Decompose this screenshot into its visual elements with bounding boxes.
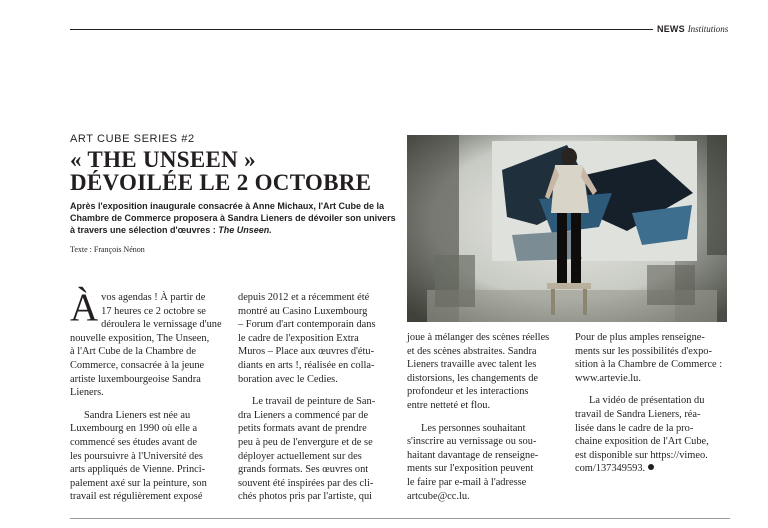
col3-paragraph-2 [407, 422, 564, 504]
text-line: montré au Casino Luxembourg [238, 305, 368, 317]
dropcap-letter: À [70, 286, 99, 329]
col3-paragraph-1 [407, 331, 564, 413]
headline-line-1: « THE UNSEEN » [70, 147, 256, 172]
col1-paragraph-1 [70, 286, 227, 400]
col4-paragraph-1 [575, 331, 731, 385]
artist-leg-2 [571, 213, 581, 283]
text-line: distorsions, les changements de [407, 372, 539, 384]
text-line: déroulera le vernissage d'une [101, 319, 222, 331]
column-2 [238, 291, 396, 504]
text-line: Commerce, consacrée à la jeune [70, 359, 205, 371]
text-line: nouvelle exposition, The Unseen, [70, 332, 210, 344]
text-line: lisée dans le cadre de la pro- [575, 422, 694, 434]
article-headline [70, 148, 371, 194]
text-line: www.artevie.lu. [575, 372, 641, 384]
text-line: diants en arts !, réalisée en colla- [238, 359, 375, 371]
text-line: dra Lieners a commencé par de [238, 409, 369, 421]
column-1 [70, 286, 227, 504]
text-line: travail est régulièrement exposé [70, 491, 203, 503]
stool-seat [547, 283, 591, 289]
article-byline: Texte : François Nénon [70, 245, 145, 254]
text-line: peu à peu de l'envergure et de se [238, 436, 373, 448]
text-line: – Forum d'art contemporain dans [238, 319, 376, 331]
text-line: entre netteté et flou. [407, 399, 491, 411]
stool-leg [551, 289, 555, 315]
text-line: palement axé sur la peinture, son [70, 477, 207, 489]
photo-table [647, 265, 695, 305]
text-line: Sandra Lieners est née au [84, 409, 191, 421]
text-line: Pour de plus amples renseigne- [575, 332, 705, 343]
text-line: artcube@cc.lu. [407, 490, 470, 502]
subsection-name: Institutions [687, 24, 729, 34]
footer-rule [70, 518, 730, 519]
text-line: Le travail de peinture de San- [252, 396, 376, 408]
text-line: vos agendas ! À partir de [101, 292, 206, 303]
section-name: NEWS [657, 24, 685, 34]
text-line: Luxembourg en 1990 où elle a [70, 423, 198, 435]
text-line-content: com/137349593. [575, 463, 646, 475]
col4-paragraph-2 [575, 394, 731, 476]
text-line [575, 462, 731, 476]
text-line: Muros – Place aux œuvres d'étu- [238, 346, 375, 358]
article-lede [70, 200, 400, 236]
header-rule [70, 29, 653, 30]
text-line: s'inscrire au vernissage ou sou- [407, 436, 537, 448]
text-line: haitant davantage de renseigne- [407, 449, 539, 461]
text-line: grands formats. Ses œuvres ont [238, 464, 369, 476]
text-line: le cadre de l'exposition Extra [238, 332, 359, 344]
text-line: le faire par e-mail à l'adresse [407, 476, 527, 488]
text-line: sition à la Chambre de Commerce : [575, 359, 723, 371]
column-3 [407, 331, 564, 503]
text-line: et des scènes abstraites. Sandra [407, 345, 537, 357]
text-line: Lieners travaille avec talent les [407, 359, 537, 371]
column-4 [575, 331, 731, 476]
headline-line-2: DÉVOILÉE LE 2 OCTOBRE [70, 170, 372, 195]
text-line: Les personnes souhaitant [421, 422, 526, 434]
text-line: travail de Sandra Lieners, réa- [575, 408, 701, 420]
col2-paragraph-1 [238, 291, 396, 386]
text-line: profondeur et les interactions [407, 386, 529, 398]
text-line: commencé ses études avant de [70, 436, 197, 448]
text-line: chés photos pris par l'artiste, qui [238, 491, 373, 503]
text-line: à l'Art Cube de la Chambre de [70, 346, 196, 358]
text-line: boration avec le Cedies. [238, 373, 338, 385]
text-line: déployer actuellement sur des [238, 450, 362, 462]
photo-window [707, 135, 727, 255]
artist-leg [557, 213, 567, 283]
col1-paragraph-2 [70, 409, 227, 504]
text-line: chaine exposition de l'Art Cube, [575, 436, 709, 448]
text-line: depuis 2012 et a récemment été [238, 292, 370, 303]
article-kicker: ART CUBE SERIES #2 [70, 133, 195, 145]
section-header [657, 22, 728, 37]
end-of-article-bullet-icon [648, 464, 654, 470]
col2-paragraph-2 [238, 395, 396, 504]
lede-exhibition-title: The Unseen. [218, 225, 272, 235]
text-line: les poursuivre à l'Université des [70, 450, 203, 462]
text-line: 17 heures ce 2 octobre se [101, 305, 206, 317]
text-line: ments sur l'exposition peuvent [407, 463, 534, 475]
text-line: souvent été inspirées par des cli- [238, 477, 374, 489]
text-line: joue à mélanger des scènes réelles [407, 332, 550, 343]
artist-head [561, 148, 577, 166]
text-line: est disponible sur https://vimeo. [575, 449, 708, 461]
canvas-painting [492, 141, 697, 261]
photo-easel [435, 255, 475, 307]
lede-text: Après l'exposition inaugurale consacrée à Anne Michaux, l'Art Cube de la Chambre de Commerce proposera à Sandra Lieners de dévoiler son univers à travers une sélection d'œuvres : [70, 201, 396, 235]
text-line: petits formats avant de prendre [238, 423, 367, 435]
text-line: La vidéo de présentation du [589, 395, 705, 407]
text-line: Lieners. [70, 387, 104, 399]
text-line: ments sur les possibilités d'expo- [575, 345, 712, 357]
text-line: arts appliqués de Vienne. Princi- [70, 464, 206, 476]
text-line: artiste luxembourgeoise Sandra [70, 373, 201, 385]
stool-leg-2 [583, 289, 587, 315]
artist-photo [407, 135, 727, 322]
